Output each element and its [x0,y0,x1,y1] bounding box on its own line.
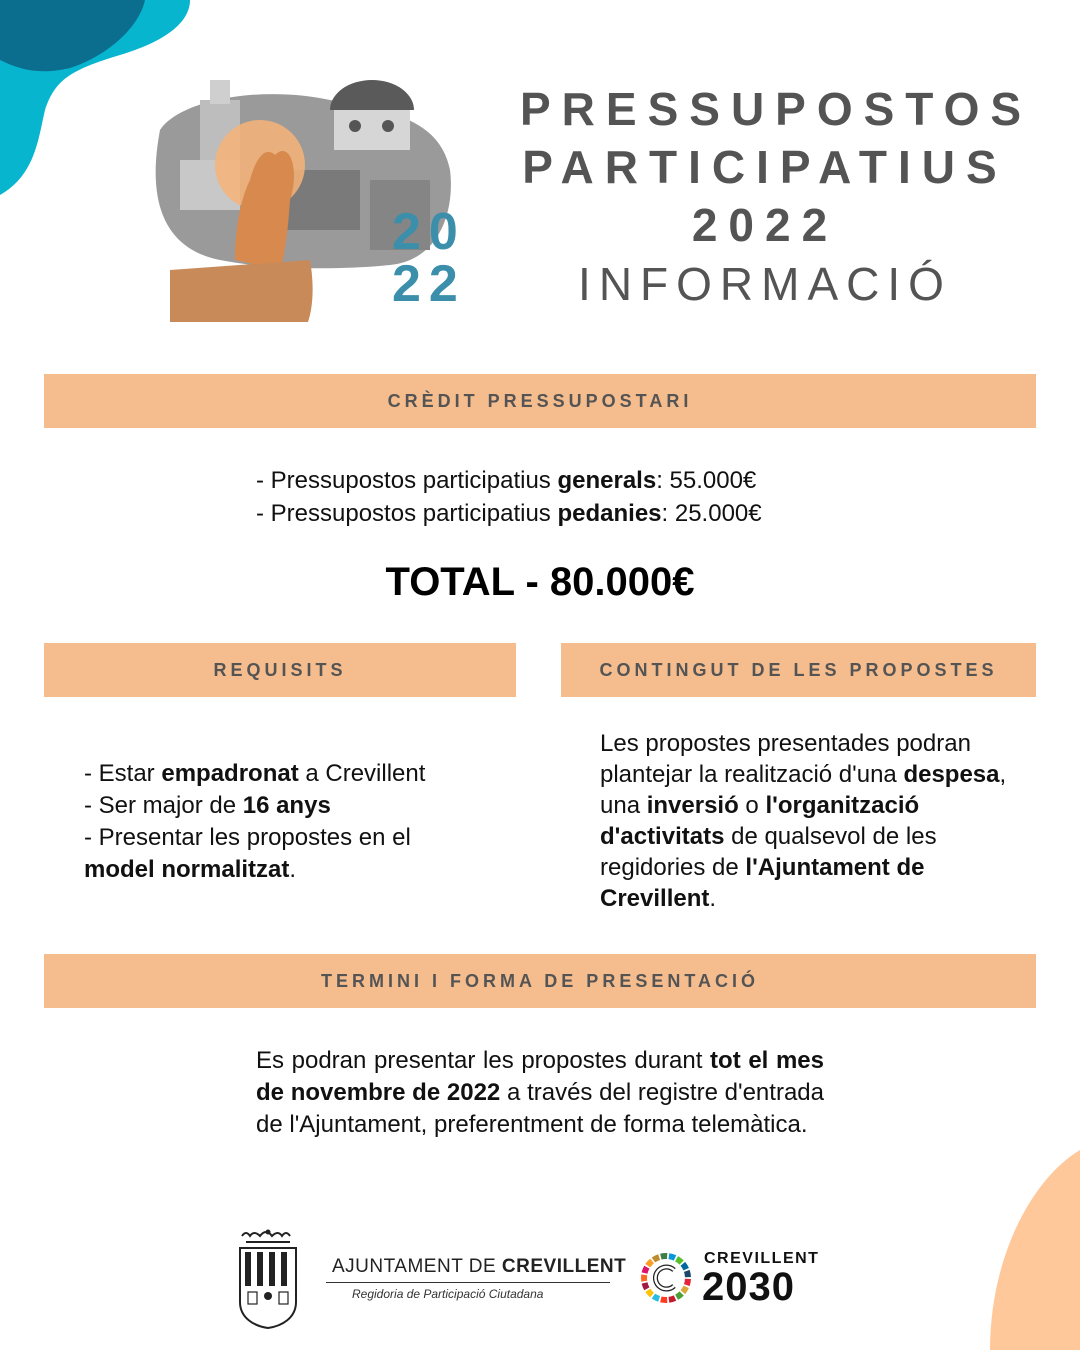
title-line-2: PARTICIPATIUS [522,141,1008,193]
requisit-item: - Estar empadronat a Crevillent [84,760,426,787]
ring-segment [677,1293,682,1297]
logo-divider [326,1282,610,1283]
contingut-paragraph: Les propostes presentades podran plantejar la realització d'una despesa, una inversió o l'organització d'activitats de qualsevol de les regidories de l'Ajuntament de Crevillent. [600,730,1007,912]
crevillent-2030-year: 2030 [702,1265,795,1309]
credit-item-pedanies: - Pressupostos participatius pedanies: 25.000€ [256,500,762,527]
title-line-1: PRESSUPOSTOS [520,83,1033,135]
requisit-item: model normalitzat. [84,856,297,883]
ring-segment [653,1257,659,1260]
crevillent-2030-label: CREVILLENT [704,1250,820,1267]
credit-item-generals: - Pressupostos participatius generals: 55.000€ [256,467,757,494]
ring-segment [669,1298,675,1300]
ring-segment [648,1261,652,1266]
hero-year-top: 20 [392,203,466,261]
requisits-list [84,758,504,886]
termini-paragraph: Es podran presentar les propostes durant tot el mes de novembre de 2022 a través del registre d'entrada de l'Ajuntament, preferentment de forma telemàtica. [256,1047,825,1138]
ring-segment [645,1283,647,1289]
ring-segment [687,1271,688,1277]
crevillent-2030-ring-icon [640,1252,692,1304]
ring-segment [677,1259,682,1263]
section-header-termini: TERMINI I FORMA DE PRESENTACIÓ [44,954,1036,1008]
total-amount: TOTAL - 80.000€ [385,560,695,604]
ring-segment [687,1279,688,1285]
page-title [520,80,1033,314]
ring-segment [661,1299,667,1300]
title-line-3: 2022 [691,199,839,251]
ring-segment [648,1290,652,1295]
section-header-contingut: CONTINGUT DE LES PROPOSTES [561,643,1036,697]
ring-segment [683,1287,686,1292]
crevillent-coat-of-arms-icon [236,1228,300,1330]
hero-year-bottom: 22 [392,255,466,313]
title-subtitle: INFORMACIÓ [578,258,952,310]
section-header-requisits: REQUISITS [44,643,516,697]
requisit-item: - Presentar les propostes en el [84,824,411,851]
decorative-circle-bottom-right [990,1150,1080,1350]
regidoria-text: Regidoria de Participació Ciutadana [352,1287,544,1301]
ajuntament-logo-text: AJUNTAMENT DE CREVILLENT [332,1256,627,1277]
ring-segment [645,1267,647,1273]
ring-segment [661,1256,667,1257]
ring-segment [683,1264,686,1269]
ring-segment [669,1256,675,1258]
ring-segment [653,1296,659,1299]
credit-list [256,464,762,530]
requisit-item: - Ser major de 16 anys [84,792,331,819]
section-header-credit: CRÈDIT PRESSUPOSTARI [44,374,1036,428]
